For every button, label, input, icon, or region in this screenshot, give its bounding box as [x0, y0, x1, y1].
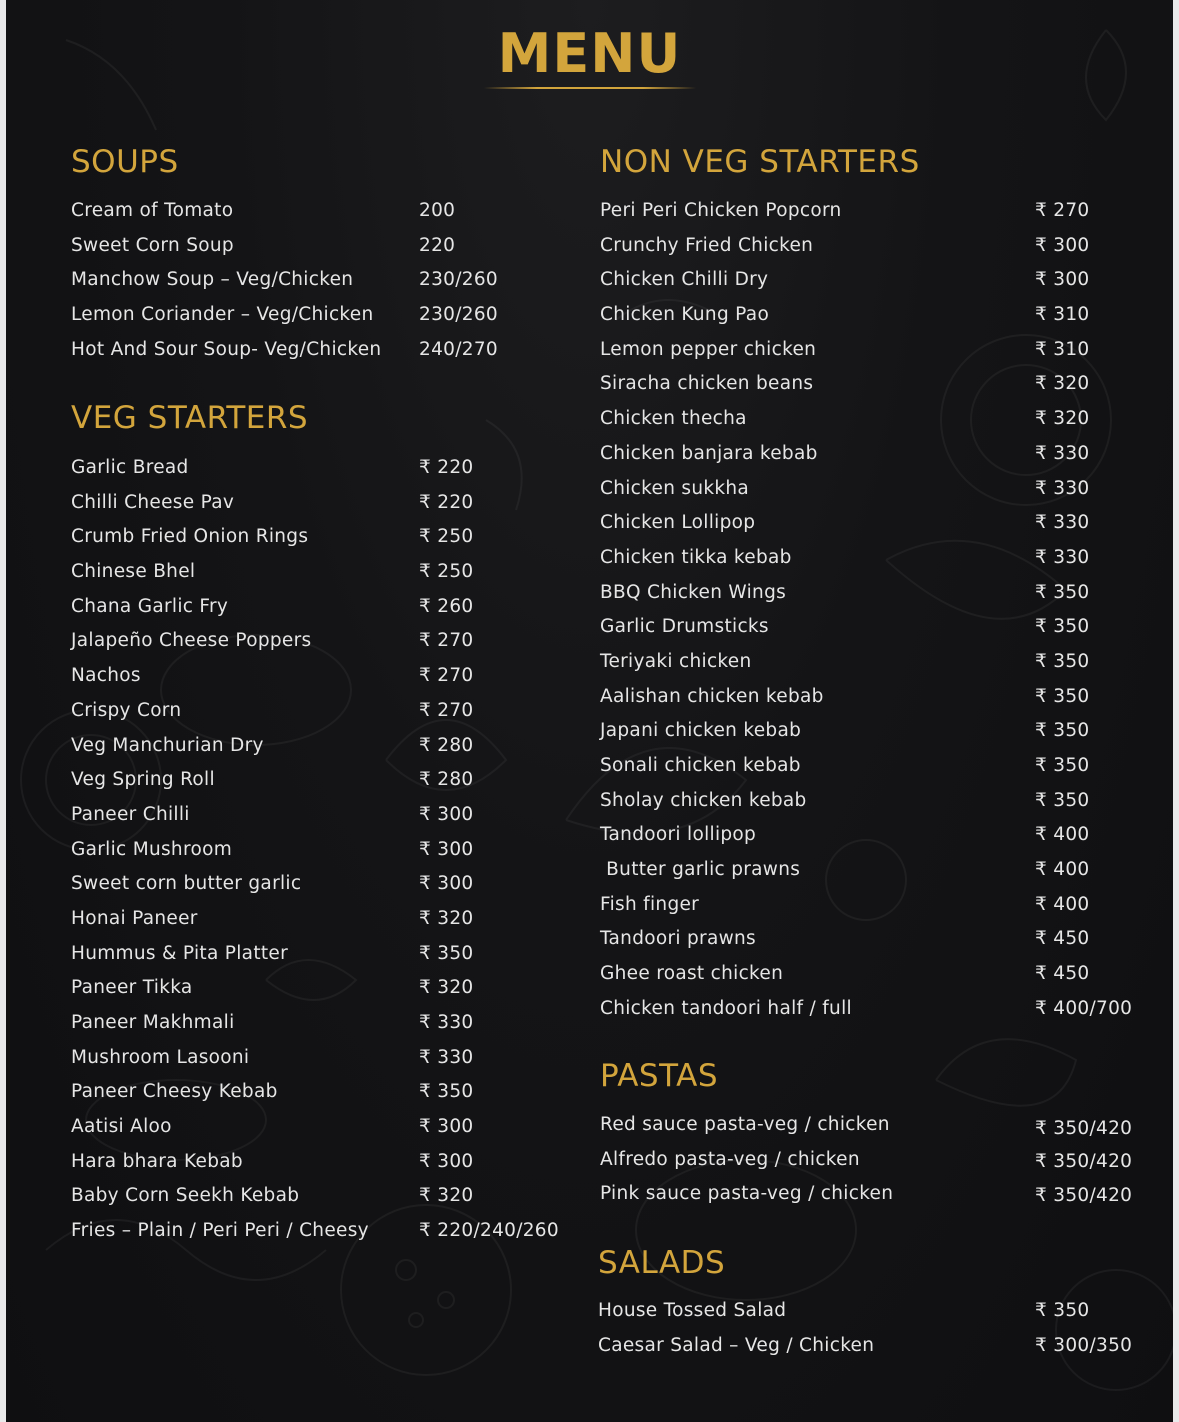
item-price: ₹ 350 [1035, 755, 1090, 776]
item-name: Hot And Sour Soup- Veg/Chicken [71, 338, 382, 360]
item-price: 230/260 [419, 269, 498, 291]
item-name: Chicken Lollipop [600, 512, 756, 534]
item-price: ₹ 350 [1035, 685, 1090, 707]
item-price: ₹ 270 [419, 699, 474, 721]
item-price: ₹ 350 [1035, 616, 1090, 638]
item-price: ₹ 350/420 [1035, 1118, 1133, 1139]
item-price: ₹ 400 [1035, 893, 1090, 915]
item-name: Tandoori lollipop [600, 824, 757, 846]
item-price: ₹ 300 [419, 1116, 474, 1138]
item-name: Cream of Tomato [71, 200, 234, 221]
item-name: Fries – Plain / Peri Peri / Cheesy [71, 1220, 369, 1242]
item-price: ₹ 270 [419, 630, 474, 652]
item-price: ₹ 300 [419, 838, 474, 860]
item-price: ₹ 280 [419, 769, 474, 791]
section-heading-soups: SOUPS [71, 144, 179, 180]
section-heading-veg-starters: VEG STARTERS [71, 400, 309, 436]
item-name: Aalishan chicken kebab [600, 685, 824, 707]
item-name: Chicken banjara kebab [600, 442, 818, 464]
item-price: ₹ 400/700 [1035, 997, 1133, 1019]
item-name: Paneer Chilli [71, 803, 190, 825]
item-name: Garlic Mushroom [71, 838, 233, 860]
item-price: ₹ 330 [419, 1012, 474, 1033]
item-name: Nachos [71, 665, 141, 687]
item-price: ₹ 270 [1035, 200, 1090, 221]
item-price: ₹ 320 [1035, 373, 1090, 395]
item-name: Hummus & Pita Platter [71, 942, 289, 964]
item-price: ₹ 300 [419, 873, 474, 895]
item-price: ₹ 350 [1035, 650, 1090, 672]
item-name: Japani chicken kebab [600, 720, 802, 742]
item-price: ₹ 250 [419, 561, 474, 583]
item-price: 220 [419, 234, 456, 256]
item-price: ₹ 350/420 [1035, 1150, 1133, 1172]
item-price: 240/270 [419, 338, 498, 360]
item-name: Paneer Tikka [71, 977, 193, 999]
menu-page [6, 0, 1173, 1422]
item-name: Crumb Fried Onion Rings [71, 526, 309, 548]
item-name: Crispy Corn [71, 699, 182, 721]
item-price: ₹ 350 [419, 942, 474, 964]
item-name: Butter garlic prawns [600, 859, 801, 881]
item-price: 200 [419, 200, 456, 221]
item-price: ₹ 350/420 [1035, 1185, 1133, 1207]
item-price: ₹ 320 [419, 977, 474, 999]
item-name: Lemon pepper chicken [600, 338, 817, 360]
item-price: ₹ 270 [419, 665, 474, 687]
item-name: Chicken tikka kebab [600, 546, 792, 568]
item-price: ₹ 220 [419, 491, 474, 513]
item-price: ₹ 220 [419, 457, 474, 478]
item-price: ₹ 300 [1035, 234, 1090, 256]
item-name: Jalapeño Cheese Poppers [71, 630, 312, 652]
item-price: ₹ 350 [1035, 789, 1090, 811]
item-price: ₹ 310 [1035, 304, 1090, 326]
section-heading-salads: SALADS [598, 1245, 726, 1281]
item-price: ₹ 350 [1035, 1300, 1090, 1321]
item-name: Peri Peri Chicken Popcorn [600, 200, 842, 221]
item-name: Chicken Kung Pao [600, 304, 770, 326]
item-name: Mushroom Lasooni [71, 1046, 250, 1068]
item-price: ₹ 330 [1035, 546, 1090, 568]
item-price: ₹ 330 [1035, 442, 1090, 464]
item-name: Siracha chicken beans [600, 373, 814, 395]
item-price: ₹ 450 [1035, 928, 1090, 950]
item-name: Pink sauce pasta-veg / chicken [600, 1183, 894, 1205]
item-price: ₹ 400 [1035, 859, 1090, 881]
item-name: Honai Paneer [71, 907, 198, 929]
item-price: ₹ 450 [1035, 963, 1090, 985]
item-price: ₹ 220/240/260 [419, 1220, 559, 1242]
item-name: Hara bhara Kebab [71, 1150, 243, 1172]
item-price: ₹ 320 [1035, 408, 1090, 430]
section-heading-pastas: PASTAS [600, 1058, 719, 1094]
item-price: ₹ 310 [1035, 338, 1090, 360]
item-name: Alfredo pasta-veg / chicken [600, 1148, 860, 1170]
item-name: Aatisi Aloo [71, 1116, 172, 1138]
item-name: Ghee roast chicken [600, 963, 784, 985]
item-name: Garlic Drumsticks [600, 616, 769, 638]
item-price: ₹ 280 [419, 734, 474, 756]
item-price: ₹ 300 [419, 803, 474, 825]
item-price: ₹ 250 [419, 526, 474, 548]
item-price: ₹ 400 [1035, 824, 1090, 846]
item-name: Chicken Chilli Dry [600, 269, 769, 291]
item-price: ₹ 330 [1035, 477, 1090, 499]
item-name: Crunchy Fried Chicken [600, 234, 814, 256]
item-name: Teriyaki chicken [600, 650, 752, 672]
item-price: ₹ 350 [1035, 581, 1090, 603]
item-name: Sweet Corn Soup [71, 234, 234, 256]
item-price: ₹ 350 [1035, 720, 1090, 742]
item-name: Chicken thecha [600, 408, 747, 430]
item-name: Manchow Soup – Veg/Chicken [71, 269, 354, 291]
title-underline [484, 87, 696, 89]
item-price: ₹ 350 [419, 1081, 474, 1103]
item-name: Red sauce pasta-veg / chicken [600, 1114, 890, 1135]
item-name: Paneer Cheesy Kebab [71, 1081, 278, 1103]
item-name: Sonali chicken kebab [600, 755, 801, 776]
item-name: Garlic Bread [71, 457, 189, 478]
item-name: BBQ Chicken Wings [600, 581, 787, 603]
item-price: ₹ 330 [1035, 512, 1090, 534]
item-price: ₹ 260 [419, 595, 474, 617]
item-name: Chicken sukkha [600, 477, 750, 499]
item-price: 230/260 [419, 304, 498, 326]
item-price: ₹ 300/350 [1035, 1334, 1133, 1356]
section-heading-non-veg-starters: NON VEG STARTERS [600, 144, 920, 180]
item-price: ₹ 330 [419, 1046, 474, 1068]
item-name: House Tossed Salad [598, 1300, 787, 1321]
item-name: Baby Corn Seekh Kebab [71, 1185, 300, 1207]
item-name: Caesar Salad – Veg / Chicken [598, 1334, 875, 1356]
item-name: Fish finger [600, 893, 700, 915]
item-price: ₹ 300 [419, 1150, 474, 1172]
item-name: Veg Spring Roll [71, 769, 215, 791]
menu-title: MENU [497, 22, 682, 85]
item-name: Veg Manchurian Dry [71, 734, 264, 756]
item-name: Chilli Cheese Pav [71, 491, 235, 513]
item-name: Chana Garlic Fry [71, 595, 229, 617]
item-name: Sholay chicken kebab [600, 789, 807, 811]
item-name: Chicken tandoori half / full [600, 997, 852, 1019]
item-price: ₹ 320 [419, 1185, 474, 1207]
item-price: ₹ 300 [1035, 269, 1090, 291]
item-name: Tandoori prawns [600, 928, 756, 950]
item-name: Paneer Makhmali [71, 1012, 235, 1033]
item-name: Chinese Bhel [71, 561, 196, 583]
item-name: Sweet corn butter garlic [71, 873, 302, 895]
item-price: ₹ 320 [419, 907, 474, 929]
item-name: Lemon Coriander – Veg/Chicken [71, 304, 374, 326]
